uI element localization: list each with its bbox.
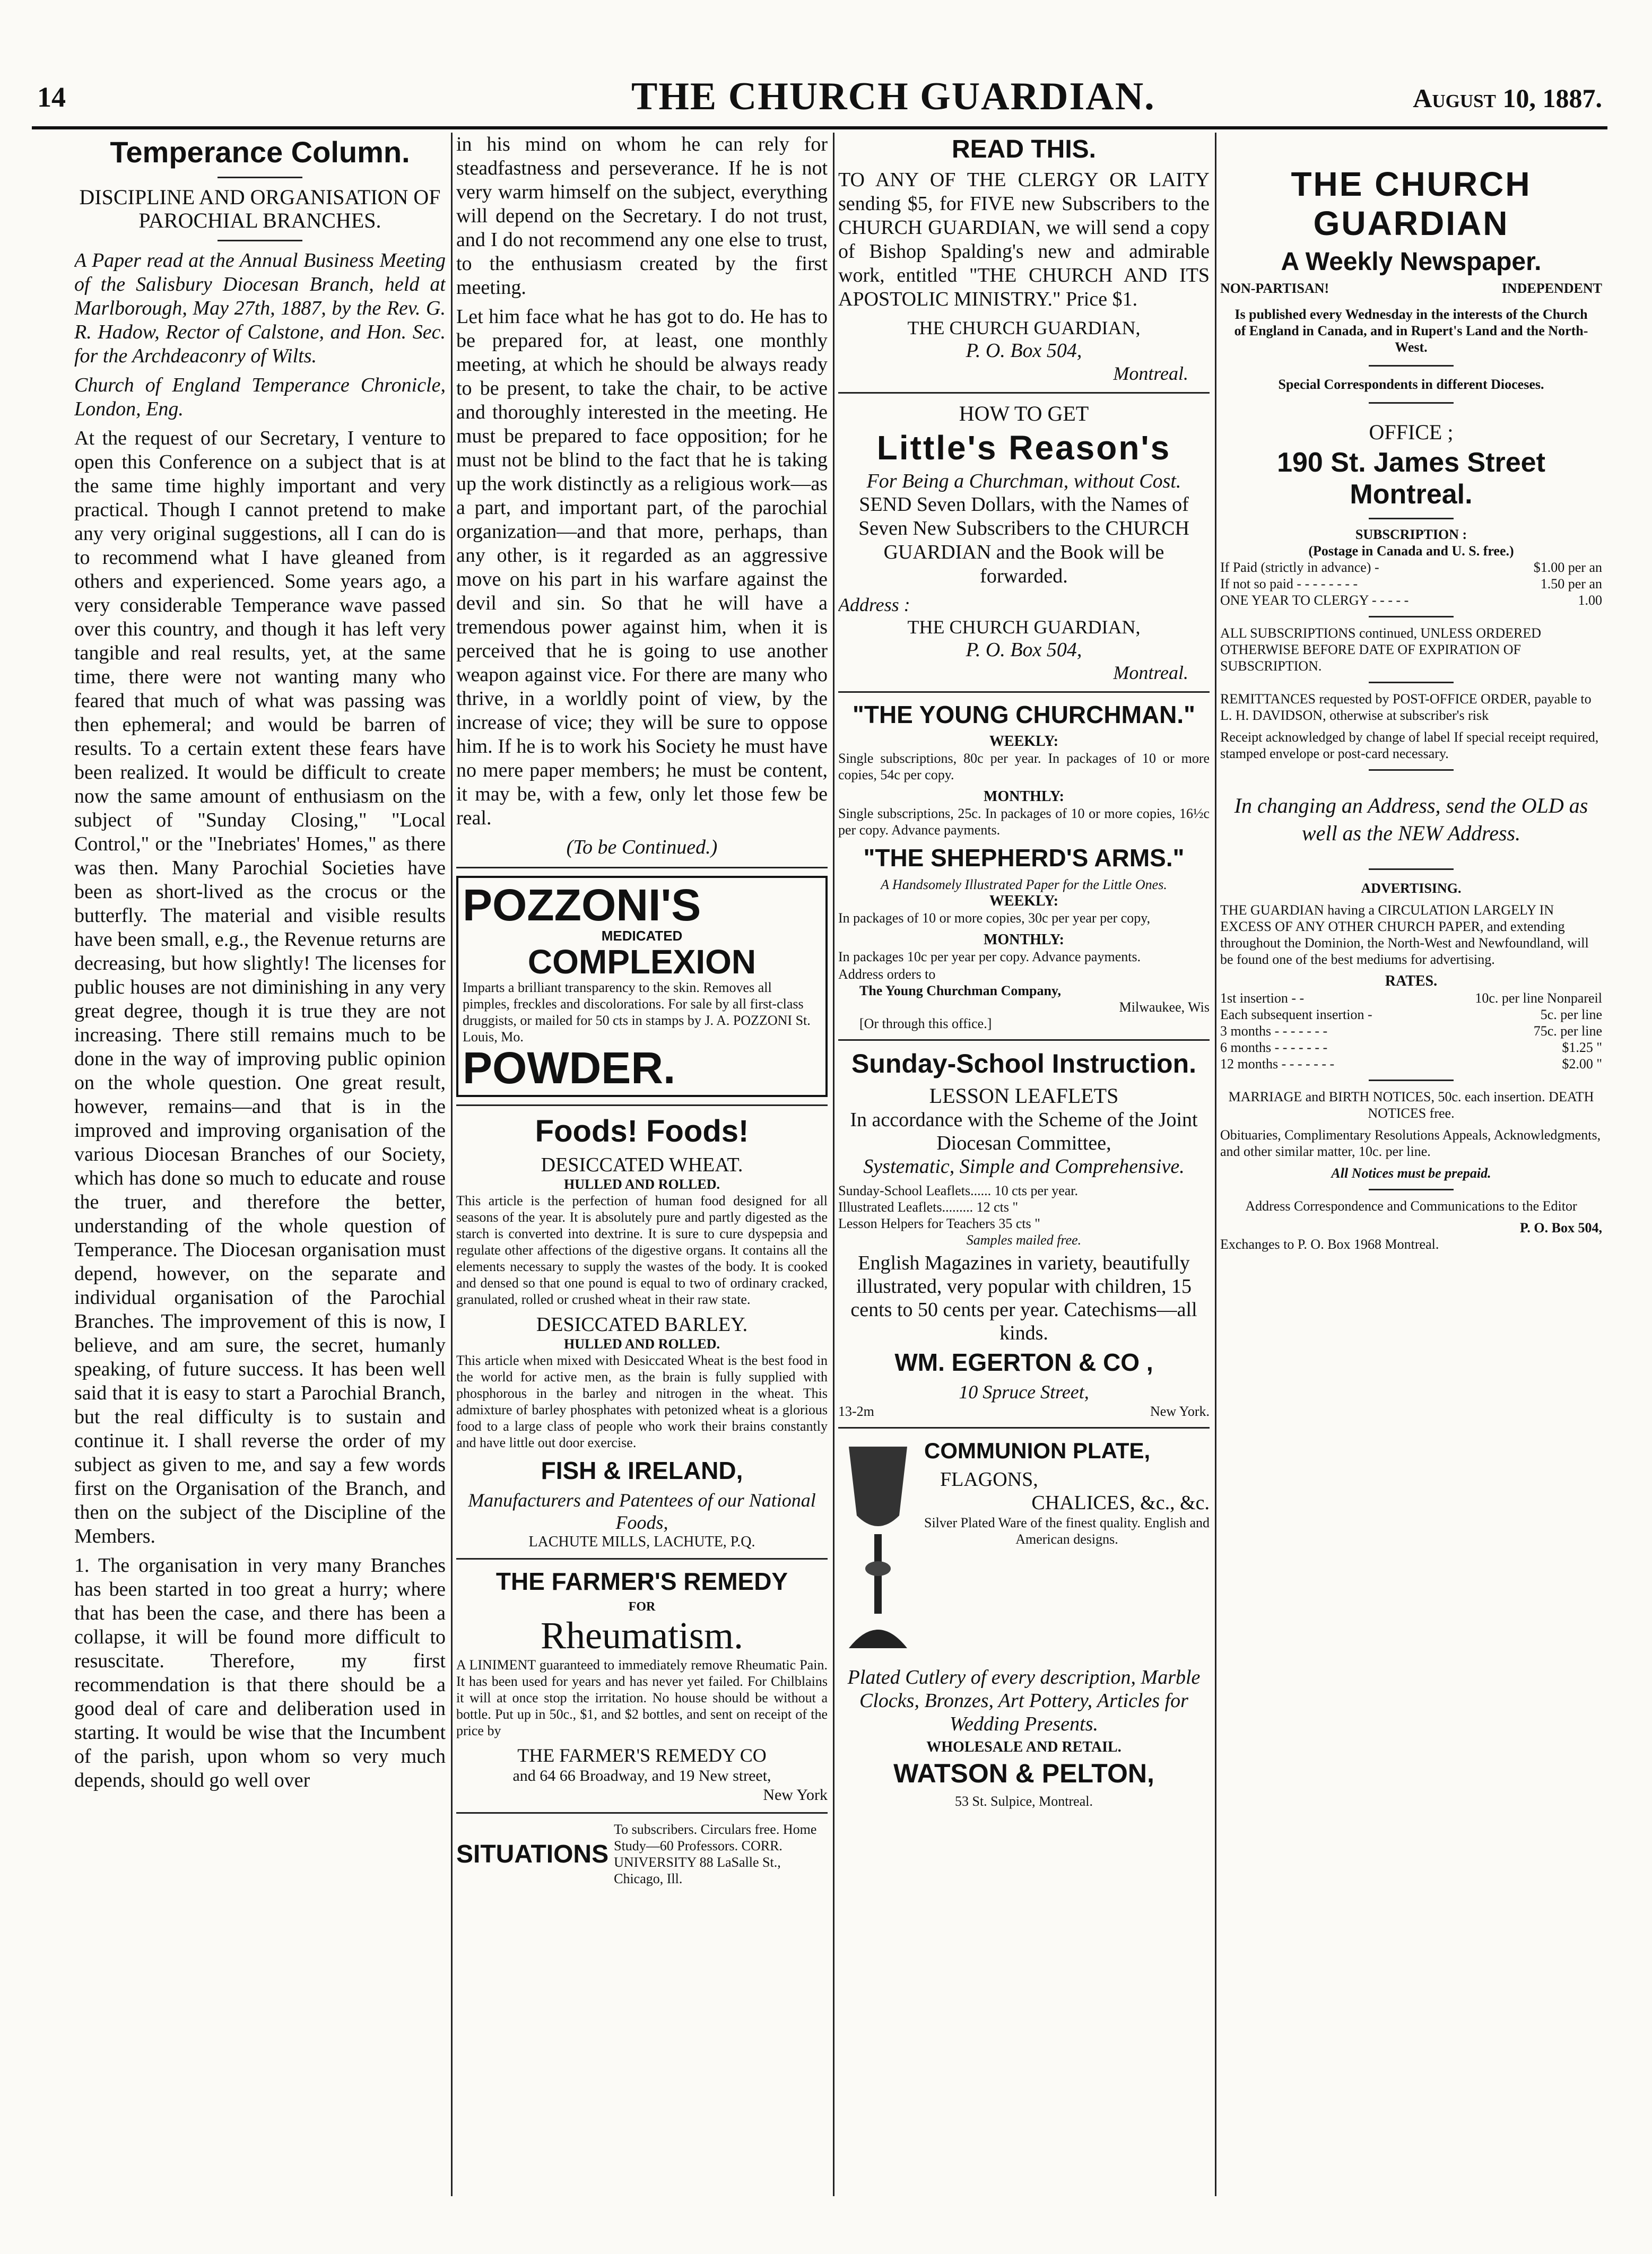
- article-paragraph: 1. The organisation in very many Branches has been started in too great a hurry; where that has been the case, and there has been a collapse, it will be found more difficult to resuscitate. Therefore, my first recommendation is that there should be a good deal of care and deliberation used in starting. It would be wise that the Incumbent of the parish, upon whom so very much depends, should go well over: [74, 1554, 446, 1791]
- reason-addr3: Montreal.: [1113, 662, 1188, 683]
- chalice-icon: [838, 1436, 918, 1659]
- how-to-get: HOW TO GET: [959, 402, 1089, 425]
- newspaper-title: THE CHURCH GUARDIAN.: [631, 75, 1155, 118]
- pozzoni-advertisement: [456, 876, 828, 1097]
- weekly-newspaper: A Weekly Newspaper.: [1281, 248, 1542, 276]
- to-be-continued: (To be Continued.): [566, 836, 718, 858]
- rates-label: 3 months - - - - - - -: [1220, 1023, 1328, 1039]
- leaflet-price: Sunday-School Leaflets...... 10 cts per year.: [838, 1183, 1078, 1198]
- office-label: OFFICE ;: [1369, 420, 1454, 444]
- article-source: Church of England Temperance Chronicle, London, Eng.: [74, 374, 446, 420]
- littles-reasons-text: SEND Seven Dollars, with the Names of Seven New Subscribers to the CHURCH GUARDIAN and the Book will be forwarded.: [858, 493, 1189, 587]
- situations-advertisement: [456, 1821, 828, 1887]
- divider: [1369, 402, 1454, 404]
- farmers-remedy-for: FOR: [628, 1600, 656, 1614]
- pozzoni-name: POZZONI'S: [463, 880, 701, 930]
- egerton-address: 10 Spruce Street,: [959, 1381, 1089, 1403]
- page-number: 14: [37, 81, 66, 113]
- rate-row: [1220, 592, 1602, 608]
- divider: [456, 1558, 828, 1560]
- obituaries: Obituaries, Complimentary Resolutions Appeals, Acknowledgments, and other similar matter, 10c. per line.: [1220, 1127, 1601, 1159]
- egerton-code: 13-2m: [838, 1404, 874, 1419]
- read-this-addr3: Montreal.: [1113, 363, 1188, 384]
- article-intro: A Paper read at the Annual Business Meeting of the Salisbury Diocesan Branch, held at Marlborough, May 27th, 1887, by the Rev. G. R. Hadow, Rector of Calstone, and Hon. Sec. for the Archdeaconry of Wilts.: [74, 249, 446, 367]
- po-box: P. O. Box 504,: [1519, 1220, 1602, 1235]
- rates-label: 12 months - - - - - - -: [1220, 1056, 1335, 1072]
- divider: [1369, 769, 1454, 771]
- divider: [838, 392, 1210, 394]
- column-rule: [1215, 133, 1216, 2196]
- column-rule: [833, 133, 834, 2196]
- divider: [838, 1427, 1210, 1429]
- rheumatism-heading: Rheumatism.: [541, 1614, 743, 1657]
- published-text: Is published every Wednesday in the interests of the Church of England in Canada, and in Rupert's Land and the North-West.: [1234, 307, 1588, 355]
- shepherds-arms-heading: "THE SHEPHERD'S ARMS.": [863, 844, 1185, 872]
- littles-reasons-sub: For Being a Churchman, without Cost.: [866, 470, 1181, 492]
- rates-value: 10c. per line Nonpareil: [1475, 990, 1602, 1006]
- divider: [1369, 682, 1454, 683]
- wholesale-retail: WHOLESALE AND RETAIL.: [926, 1739, 1121, 1755]
- rates-row: [1220, 1006, 1602, 1023]
- weekly-label: WEEKLY:: [989, 733, 1059, 750]
- remittances: REMITTANCES requested by POST-OFFICE ORDER, payable to L. H. DAVIDSON, otherwise at subscriber's risk: [1220, 691, 1592, 723]
- issue-date: August 10, 1887.: [1413, 83, 1602, 113]
- rates-label: 6 months - - - - - - -: [1220, 1040, 1328, 1055]
- read-this-heading: READ THIS.: [951, 135, 1096, 163]
- pozzoni-powder: POWDER.: [463, 1043, 676, 1093]
- divider: [1369, 518, 1454, 519]
- sunday-school-text: In accordance with the Scheme of the Joint Diocesan Committee,: [850, 1109, 1198, 1154]
- situations-heading: SITUATIONS: [456, 1840, 609, 1868]
- divider: [838, 1039, 1210, 1041]
- all-subscriptions: ALL SUBSCRIPTIONS continued, UNLESS ORDERED OTHERWISE BEFORE DATE OF EXPIRATION OF SUBSCRIPTION.: [1220, 625, 1542, 674]
- farmers-remedy-company: THE FARMER'S REMEDY CO: [517, 1745, 767, 1766]
- rates-row: [1220, 1039, 1602, 1056]
- situations-text: To subscribers. Circulars free. Home Study—60 Professors. CORR. UNIVERSITY 88 LaSalle St., Chicago, Ill.: [614, 1822, 817, 1886]
- sunday-school-heading: Sunday-School Instruction.: [851, 1049, 1197, 1078]
- english-magazines: English Magazines in variety, beautifully illustrated, very popular with children, 15 cents to 50 cents per year. Catechisms—all kinds.: [850, 1252, 1197, 1344]
- hulled-label: HULLED AND ROLLED.: [564, 1336, 720, 1352]
- read-this-addr1: THE CHURCH GUARDIAN,: [907, 317, 1141, 338]
- fish-ireland-address: LACHUTE MILLS, LACHUTE, P.Q.: [528, 1534, 755, 1550]
- advertising-text: THE GUARDIAN having a CIRCULATION LARGELY IN EXCESS OF ANY OTHER CHURCH PAPER, and extending throughout the Dominion, the North-West and Newfoundland, will be found one of the best mediums for advertising.: [1220, 902, 1589, 967]
- desiccated-barley-heading: DESICCATED BARLEY.: [536, 1313, 748, 1336]
- divider: [456, 1104, 828, 1106]
- wheat-text: This article is the perfection of human food designed for all seasons of the year. It is absolutely pure and partly digested as the starch is converted into dextrine. It is sure to cure dyspepsia and regulate other affections of the digestive organs. It contains all the elements necessary to supply the wastes of the body. It is cooked and densed so that one pound is equal to two of ordinary cracked, granulated, rolled or crushed wheat in their raw state.: [456, 1193, 828, 1307]
- shepherd-monthly-text: In packages 10c per year per copy. Advance payments.: [838, 949, 1141, 964]
- samples-free: Samples mailed free.: [966, 1232, 1082, 1248]
- sunday-school-sub: Systematic, Simple and Comprehensive.: [863, 1155, 1185, 1178]
- leaflet-price: Illustrated Leaflets......... 12 cts ": [838, 1199, 1019, 1215]
- rate-label: If Paid (strictly in advance) -: [1220, 560, 1379, 575]
- lesson-leaflets: LESSON LEAFLETS: [929, 1084, 1119, 1108]
- advertising-heading: ADVERTISING.: [1361, 881, 1462, 896]
- divider: [218, 177, 302, 178]
- read-this-text: TO ANY OF THE CLERGY OR LAITY sending $5, for FIVE new Subscribers to the CHURCH GUARDIAN, we will send a copy of Bishop Spalding's new and admirable work, entitled "THE CHURCH AND ITS APOSTOLIC MINISTRY." Price $1.: [838, 169, 1210, 310]
- divider: [1369, 1080, 1454, 1081]
- divider: [1369, 616, 1454, 617]
- watson-pelton-name: WATSON & PELTON,: [893, 1759, 1154, 1788]
- watson-pelton-address: 53 St. Sulpice, Montreal.: [955, 1794, 1093, 1809]
- rates-label: Each subsequent insertion -: [1220, 1007, 1372, 1022]
- rates-row: [1220, 1023, 1602, 1039]
- read-this-addr2: P. O. Box 504,: [966, 340, 1082, 362]
- fish-ireland-name: FISH & IRELAND,: [541, 1457, 743, 1484]
- egerton-city: New York.: [1150, 1404, 1210, 1419]
- rate-value: $1.00 per an: [1533, 560, 1602, 575]
- marriage-notices: MARRIAGE and BIRTH NOTICES, 50c. each insertion. DEATH NOTICES free.: [1228, 1089, 1594, 1121]
- divider: [456, 867, 828, 868]
- rate-label: ONE YEAR TO CLERGY - - - - -: [1220, 593, 1409, 608]
- nonpartisan: NON-PARTISAN!: [1220, 281, 1329, 296]
- young-monthly-text: Single subscriptions, 25c. In packages of 10 or more copies, 16½c per copy. Advance payments.: [838, 806, 1210, 838]
- young-churchman-heading: "THE YOUNG CHURCHMAN.": [853, 701, 1195, 728]
- reason-addr2: P. O. Box 504,: [966, 639, 1082, 661]
- pozzoni-text: Imparts a brilliant transparency to the skin. Removes all pimples, freckles and discolorations. For sale by all first-class druggists, or mailed for 50 cts in stamps by J. A. POZZONI St. Louis, Mo.: [463, 980, 811, 1045]
- shepherd-weekly-text: In packages of 10 or more copies, 30c per year per copy,: [838, 910, 1151, 926]
- masthead-rule: [32, 126, 1607, 129]
- farmers-remedy-city: New York: [763, 1786, 828, 1804]
- young-churchman-company: The Young Churchman Company,: [859, 983, 1061, 998]
- fish-ireland-desc: Manufacturers and Patentees of our National Foods,: [468, 1490, 816, 1533]
- barley-text: This article when mixed with Desiccated Wheat is the best food in the world for active men, as the brain is fully supplied with phosphorous in the barley and nitrogen in the wheat. This admixture of barley phosphates with petonized wheat is a glorious food to a large class of people who work their brains constantly and have little out door exercise.: [456, 1353, 828, 1450]
- littles-reasons-heading: Little's Reason's: [876, 429, 1171, 467]
- receipt-note: Receipt acknowledged by change of label If special receipt required, stamped envelope or post-card necessary.: [1220, 729, 1599, 761]
- monthly-label: MONTHLY:: [984, 932, 1064, 948]
- foods-heading: Foods! Foods!: [535, 1114, 749, 1148]
- rate-row: [1220, 559, 1602, 576]
- desiccated-wheat-heading: DESICCATED WHEAT.: [541, 1154, 743, 1176]
- hulled-label: HULLED AND ROLLED.: [564, 1177, 720, 1192]
- special-correspondents: Special Correspondents in different Dioceses.: [1278, 377, 1544, 392]
- column-three: [838, 133, 1210, 2201]
- through-office: [Or through this office.]: [859, 1016, 992, 1031]
- farmers-remedy-address: and 64 66 Broadway, and 19 New street,: [512, 1767, 771, 1785]
- office-address: 190 St. James Street Montreal.: [1277, 447, 1545, 510]
- rates-row: [1220, 990, 1602, 1006]
- postage-note: (Postage in Canada and U. S. free.): [1308, 543, 1514, 559]
- chalices: CHALICES, &c., &c.: [1031, 1492, 1210, 1514]
- orders-label: Address orders to: [838, 967, 936, 982]
- column-two: [456, 133, 828, 2201]
- young-weekly-text: Single subscriptions, 80c per year. In packages of 10 or more copies, 54c per copy.: [838, 751, 1210, 782]
- column-publisher-info: [1220, 133, 1602, 2201]
- church-guardian-title: THE CHURCH GUARDIAN: [1291, 165, 1532, 242]
- shepherds-arms-sub: A Handsomely Illustrated Paper for the Little Ones.: [881, 877, 1167, 892]
- masthead: [21, 74, 1607, 117]
- nonpartisan-row: [1220, 281, 1602, 297]
- address-label: Address :: [838, 594, 910, 615]
- rates-value: $1.25 ": [1562, 1040, 1602, 1055]
- farmers-remedy-text: A LINIMENT guaranteed to immediately remove Rheumatic Pain. It has been used for years and has never yet failed. For Chilblains it will at once stop the irritation. No house should be without a bottle. Put up in 50c., $1, and $2 bottles, and sent on receipt of the price by: [456, 1657, 828, 1738]
- divider: [838, 691, 1210, 693]
- monthly-label: MONTHLY:: [984, 788, 1064, 805]
- rate-row: [1220, 576, 1602, 592]
- communion-plate-heading: COMMUNION PLATE,: [924, 1438, 1151, 1463]
- article-subheading: DISCIPLINE AND ORGANISATION OF PAROCHIAL BRANCHES.: [79, 185, 441, 232]
- weekly-label: WEEKLY:: [989, 893, 1059, 909]
- divider: [1369, 1189, 1454, 1190]
- rate-label: If not so paid - - - - - - - -: [1220, 576, 1358, 591]
- flagons: FLAGONS,: [940, 1468, 1038, 1491]
- chalice-illustration: [838, 1436, 918, 1661]
- rate-value: 1.00: [1578, 593, 1602, 608]
- address-correspondence: Address Correspondence and Communications to the Editor: [1245, 1198, 1577, 1214]
- divider: [456, 1812, 828, 1814]
- independent: INDEPENDENT: [1501, 281, 1602, 296]
- company-city: Milwaukee, Wis: [1119, 999, 1210, 1015]
- article-paragraph: Let him face what he has got to do. He has to be prepared for, at least, one monthly meeting, at which he should be always ready to be present, to take the chair, to be active and thoroughly interested in the meeting. He must be prepared to face opposition; for he must not be blind to the fact that he is taking up the work distinctly as a religious work—as a part, and important part, of the parochial organization—and that more, perhaps, than any other, is it regarded as an aggressive move on his part in his warfare against the devil and sin. So that he will have a tremendous power against him, when it is perceived that he is going to use another weapon against vice. For there are many who thrive, in a worldly point of view, by the increase of vice; they will be sure to oppose him. If he is to work his Society he must have no mere paper members; he must be content, it may be, with a few, only let those few be real.: [456, 306, 828, 829]
- temperance-heading: Temperance Column.: [110, 135, 410, 169]
- plated-cutlery: Plated Cutlery of every description, Marble Clocks, Bronzes, Art Pottery, Articles for Wedding Presents.: [847, 1666, 1201, 1735]
- rates-value: 75c. per line: [1533, 1023, 1602, 1039]
- column-temperance: [74, 133, 446, 2201]
- changing-address: In changing an Address, send the OLD as well as the NEW Address.: [1234, 794, 1588, 845]
- egerton-name: WM. EGERTON & CO ,: [894, 1348, 1153, 1376]
- article-paragraph: At the request of our Secretary, I venture to open this Conference on a subject that is at the same time highly important and very practical. Though I cannot pretend to make any very original suggestions, all I can do is to recommend what I have gleaned from others and experienced. Some years ago, a very considerable Temperance wave passed over this country, and though it has left very tangible and real results, yet, at the same time, there were not wanting many who feared that much of what was passing was then ephemeral; and would be barren of results. To a certain extent these fears have been realized. It would be difficult to create now the same amount of enthusiasm on the subject of "Sunday Closing," "Local Control," or the "Inebriates' Homes," as there was then. Many Parochial Societies have been as short-lived as the crocus or the butterfly. The material and visible results have been small, e.g., the Revenue returns are decreasing, but how slightly! The licenses for public houses are not diminishing in any very great degree, though it is true they are not increasing. There still remains much to be done in the way of improving public opinion on the whole question. One great result, however, remains—and that is in the improved and improving organisation of the various Diocesan Branches of our Society, which has done so much to educate and rouse the truer, and therefore the better, understanding of the whole question of Temperance. The Diocesan organisation must depend, however, on the separate and individual organisation of the Parochial Branches. The improvement of this is now, I believe, and am sure, the secret, humanly speaking, of future success. It has been well said that it is easy to start a Parochial Branch, but the real difficulty is to sustain and continue it. I shall reverse the order of my subject as given to me, and say a few words first on the Organisation of the Branch, and then on the subject of the Discipline of the Members.: [74, 427, 446, 1547]
- reason-addr1: THE CHURCH GUARDIAN,: [907, 616, 1141, 638]
- rates-value: 5c. per line: [1540, 1007, 1602, 1022]
- divider: [1369, 868, 1454, 870]
- leaflet-price: Lesson Helpers for Teachers 35 cts ": [838, 1216, 1040, 1231]
- rates-row: [1220, 1056, 1602, 1072]
- silver-plated: Silver Plated Ware of the finest quality. English and American designs.: [924, 1515, 1210, 1547]
- rates-value: $2.00 ": [1562, 1056, 1602, 1072]
- rates-heading: RATES.: [1385, 973, 1438, 989]
- pozzoni-medicated: MEDICATED: [601, 928, 683, 944]
- column-rule: [451, 133, 453, 2196]
- rate-value: 1.50 per an: [1540, 576, 1602, 591]
- prepaid-note: All Notices must be prepaid.: [1331, 1165, 1491, 1181]
- communion-plate-advertisement: [838, 1436, 1210, 1661]
- pozzoni-complexion: COMPLEXION: [527, 943, 757, 981]
- divider: [218, 240, 302, 241]
- rates-label: 1st insertion - -: [1220, 990, 1305, 1006]
- article-paragraph: in his mind on whom he can rely for steadfastness and perseverance. If he is not very warm himself on the subject, everything will depend on the Secretary. I do not trust, and I do not recommend any one else to trust, to the enthusiasm created by the first meeting.: [456, 133, 828, 299]
- divider: [1369, 365, 1454, 367]
- exchanges: Exchanges to P. O. Box 1968 Montreal.: [1220, 1237, 1439, 1252]
- egerton-city-row: [838, 1403, 1210, 1420]
- farmers-remedy-heading: THE FARMER'S REMEDY: [495, 1568, 788, 1595]
- subscription-heading: SUBSCRIPTION :: [1355, 527, 1467, 542]
